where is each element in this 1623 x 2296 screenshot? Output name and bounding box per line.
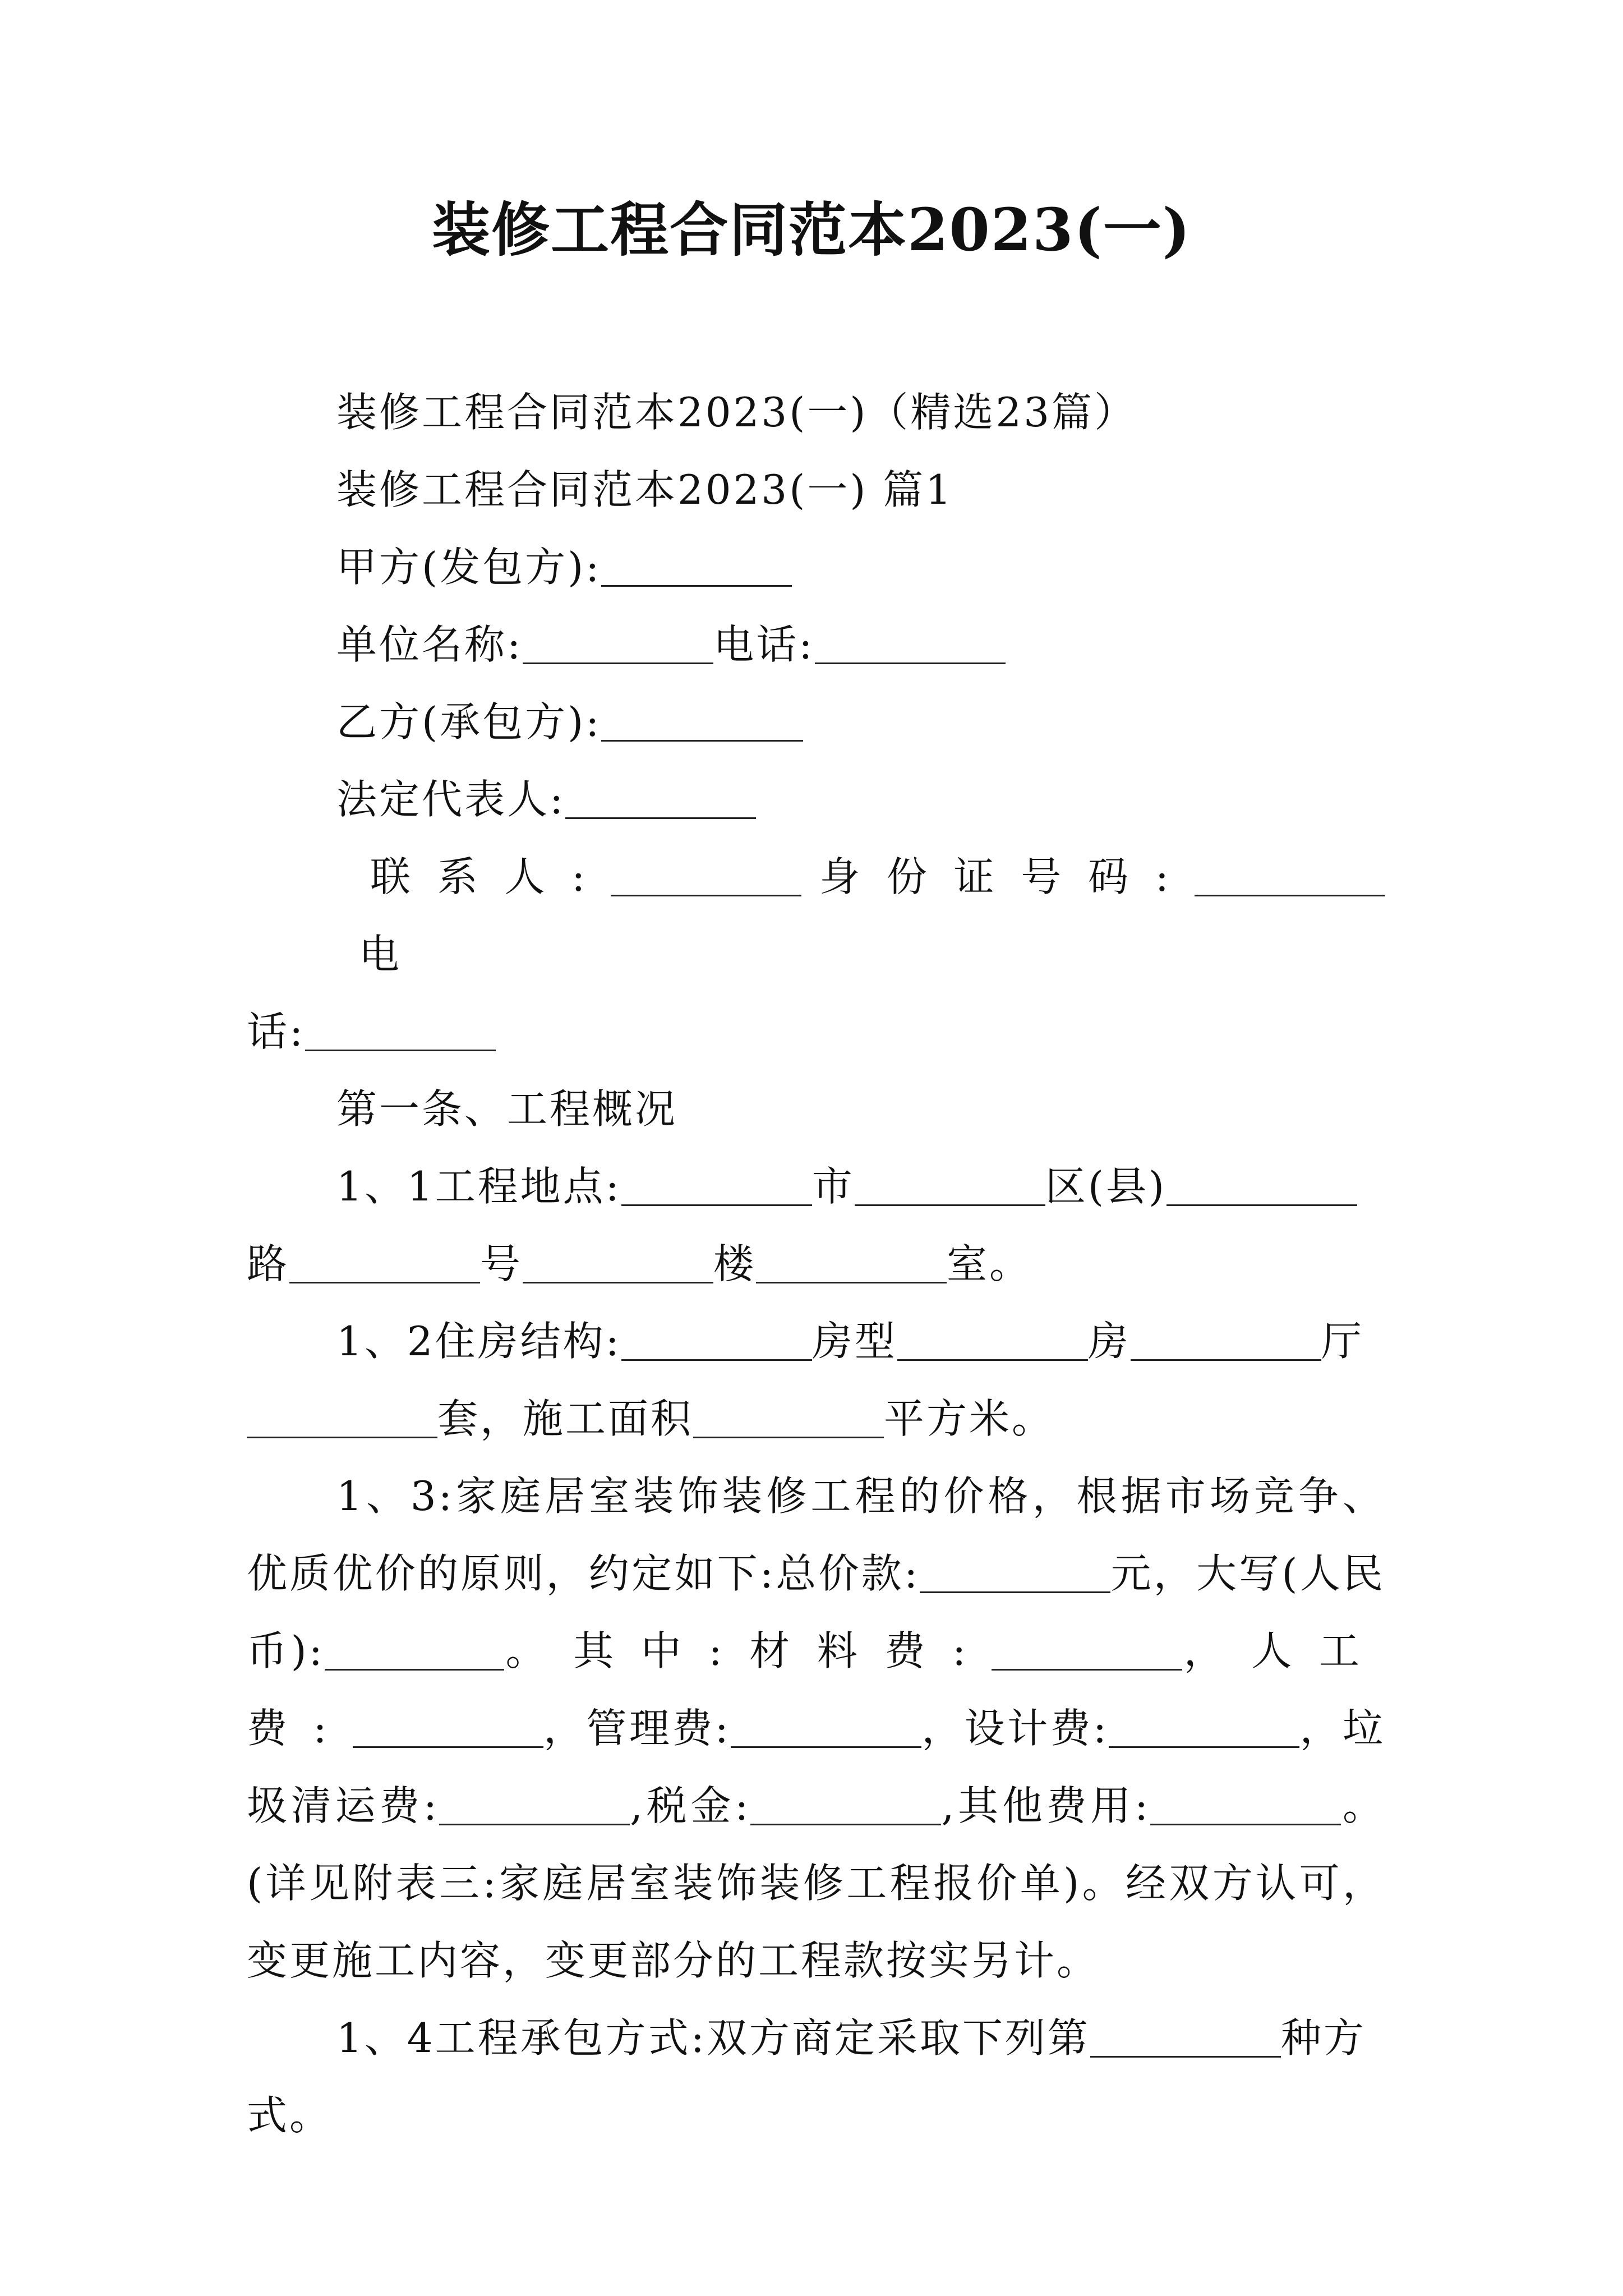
party-b-label: 乙方(承包方):: [336, 698, 602, 746]
legal-rep-blank[interactable]: [565, 772, 756, 819]
design-blank[interactable]: [1109, 1701, 1299, 1748]
garbage-blank[interactable]: [439, 1779, 630, 1825]
road-blank[interactable]: [1166, 1159, 1357, 1206]
building-blank[interactable]: [523, 1237, 713, 1283]
unit-name-blank[interactable]: [523, 618, 713, 664]
item-1-3-text-1: 1、3:家庭居室装饰装修工程的价格，根据市场竞争、优质优价的原则，约定如下:总价款:: [247, 1473, 1385, 1597]
unit-name-label: 单位名称:: [336, 621, 523, 668]
garbage-label: ，垃圾清运费:: [247, 1705, 1386, 1829]
other-blank[interactable]: [1150, 1779, 1341, 1825]
item-1-3-paragraph: [247, 1457, 1385, 1999]
item-1-4-paragraph: [247, 1999, 1385, 2154]
contact-paragraph: [247, 838, 1385, 1070]
yuan-uppercase-label: 元，大写(人民币):: [247, 1550, 1385, 1674]
party-a-label: 甲方(发包方):: [336, 544, 602, 591]
item-1-3-text-2: 。(详见附表三:家庭居室装饰装修工程报价单)。经双方认可，变更施工内容，变更部分的工程款按实另计。: [247, 1782, 1385, 1984]
item-1-4-text-2: 种方式。: [247, 2014, 1366, 2139]
house-type-blank[interactable]: [897, 1314, 1088, 1361]
number-label: 号: [480, 1240, 523, 1287]
document-body: [247, 374, 1385, 2154]
labor-label: ，人工费:: [247, 1627, 1385, 1752]
phone-label: 电话:: [713, 621, 815, 668]
sets-label: 套，施工面积: [437, 1395, 694, 1442]
halls-label: 厅: [1321, 1318, 1364, 1365]
section-heading: 装修工程合同范本2023(一) 篇1: [336, 466, 954, 513]
district-blank[interactable]: [855, 1159, 1045, 1206]
design-label: ，设计费:: [921, 1705, 1109, 1752]
house-type-label: 房型: [811, 1318, 897, 1365]
item-1-4-text-1: 1、4工程承包方式:双方商定采取下列第: [336, 2014, 1090, 2062]
city-label: 市: [811, 1163, 855, 1210]
tax-blank[interactable]: [750, 1779, 941, 1825]
party-a-blank[interactable]: [601, 540, 792, 587]
management-blank[interactable]: [731, 1701, 921, 1748]
subtitle-line: 装修工程合同范本2023(一)（精选23篇）: [336, 389, 1137, 436]
document-title: 装修工程合同范本2023(一): [432, 195, 1191, 264]
road-label: 路: [247, 1240, 290, 1287]
contact-blank[interactable]: [611, 850, 801, 896]
party-a-line: [247, 528, 1385, 606]
district-label: 区(县): [1045, 1163, 1167, 1210]
number-blank[interactable]: [289, 1237, 480, 1283]
building-label: 楼: [713, 1240, 757, 1287]
contact-phone-label-2: 话:: [247, 1008, 306, 1055]
item-1-2-label: 1、2住房结构:: [336, 1318, 621, 1365]
area-blank[interactable]: [693, 1392, 884, 1438]
rooms-label: 房: [1087, 1318, 1131, 1365]
structure-blank[interactable]: [621, 1314, 812, 1361]
id-blank[interactable]: [1195, 850, 1385, 896]
item-1-2-line-2: [247, 1380, 1385, 1457]
contact-phone-blank[interactable]: [305, 1005, 496, 1051]
article-1-heading: 第一条、工程概况: [336, 1085, 678, 1133]
material-label: 。其中:材料费:: [504, 1627, 992, 1674]
legal-rep-label: 法定代表人:: [336, 776, 566, 823]
item-1-1-line: [247, 1148, 1385, 1225]
room-label: 室。: [947, 1240, 1032, 1287]
id-label: 身份证号码:: [818, 853, 1195, 900]
party-b-blank[interactable]: [601, 695, 803, 742]
unit-name-line: [247, 606, 1385, 683]
item-1-1-label: 1、1工程地点:: [336, 1163, 621, 1210]
total-price-blank[interactable]: [920, 1547, 1110, 1593]
labor-blank[interactable]: [353, 1701, 543, 1748]
party-b-line: [247, 683, 1385, 761]
management-label: ，管理费:: [543, 1705, 731, 1752]
other-label: ,其他费用:: [941, 1782, 1151, 1829]
material-blank[interactable]: [992, 1624, 1182, 1671]
item-1-1-line-2: [247, 1225, 1385, 1303]
legal-rep-line: [247, 761, 1385, 838]
uppercase-blank[interactable]: [325, 1624, 504, 1671]
sets-blank[interactable]: [247, 1392, 437, 1438]
sqm-label: 平方米。: [884, 1395, 1055, 1442]
contact-label: 联系人:: [370, 853, 611, 900]
tax-label: ,税金:: [630, 1782, 751, 1829]
contact-phone-label-1: 电: [359, 931, 402, 978]
room-blank[interactable]: [756, 1237, 947, 1283]
method-blank[interactable]: [1090, 2011, 1281, 2058]
phone-blank[interactable]: [815, 618, 1006, 664]
item-1-2-line: [247, 1303, 1385, 1380]
rooms-blank[interactable]: [1131, 1314, 1321, 1361]
city-blank[interactable]: [621, 1159, 812, 1206]
